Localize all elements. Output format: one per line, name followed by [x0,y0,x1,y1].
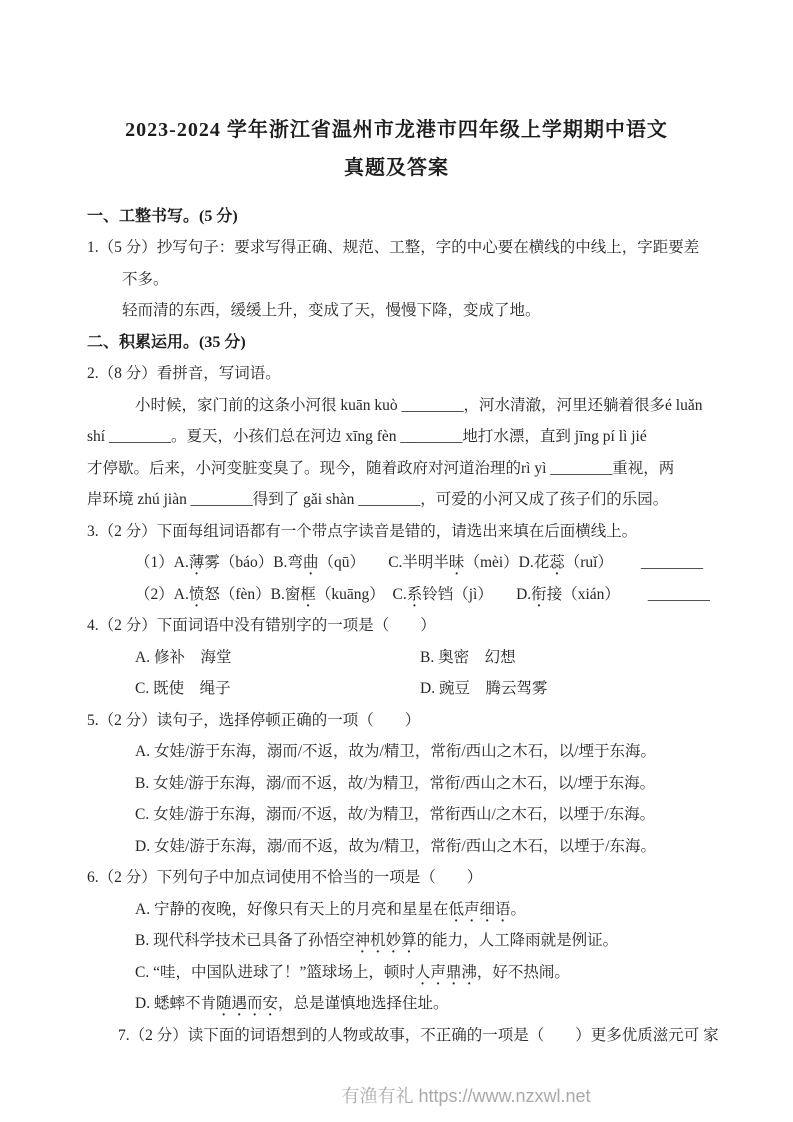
question5-option-d: D. 女娃/游于东海，溺/而不返，故为/精卫，常衔/西山之木石，以堙于/东海。 [135,837,656,855]
question4-options-row-1 [87,642,705,674]
question2-paragraph-line-2: shí ________。夏天，小孩们总在河边 xīng fèn ________地打水漂，直到 jīng pí lì jié [87,428,647,446]
question5-option-c: C. 女娃/游于东海，溺而/不返，故/为精卫，常衔西山/之木石，以堙于/东海。 [135,806,656,824]
question6-option-a: A. 宁静的夜晚，好像只有天上的月亮和星星在低声细语。 [135,900,527,918]
question2-stem: 2.（8 分）看拼音，写词语。 [87,365,281,383]
question4-option-a: A. 修补 海堂 [135,648,232,666]
question5-option-a: A. 女娃/游于东海，溺而/不返，故为/精卫，常衔/西山之木石，以/堙于东海。 [135,743,656,761]
question2-paragraph-line-1: 小时候，家门前的这条小河很 kuān kuò ________，河水清澈，河里还躺着很多é luǎn [135,396,703,414]
question1-stem: 1.（5 分）抄写句子：要求写得正确、规范、工整，字的中心要在横线的中线上，字距要差 [87,239,700,257]
question3-group-1-answer-blank: ________ [640,554,703,572]
question1-stem-continuation: 不多。 [122,270,169,288]
page-title [0,13,793,187]
question3-stem: 3.（2 分）下面每组词语都有一个带点字读音是错的，请选出来填在后面横线上。 [87,522,638,540]
question4-option-d: D. 豌豆 腾云驾雾 [420,680,548,698]
footer-watermark: 有渔有礼 https://www.nzxwl.net [341,1086,591,1107]
question6-option-d: D. 蟋蟀不肯随遇而安，总是谨慎地选择住址。 [135,995,449,1013]
question6-stem: 6.（2 分）下列句子中加点词使用不恰当的一项是（ ） [87,869,483,887]
question4-options-row-2 [87,673,705,705]
question7-stem-line [87,1020,719,1052]
question4-option-c: C. 既使 绳子 [135,680,231,698]
question1-copy-sentence: 轻而清的东西，缓缓上升，变成了天，慢慢下降，变成了地。 [122,302,541,320]
question2-paragraph-line-3: 才停歇。后来，小河变脏变臭了。现今，随着政府对河道治理的rì yì ________重视，两 [87,459,675,477]
page-title-line-1: 2023-2024 学年浙江省温州市龙港市四年级上学期期中语文 [125,119,668,142]
question7-watermark-text: 更多优质滋元可 家 [590,1026,719,1044]
question4-stem: 4.（2 分）下面词语中没有错别字的一项是（ ） [87,617,436,635]
question6-option-c: C. “哇，中国队进球了！”篮球场上，顿时人声鼎沸，好不热闹。 [135,963,570,981]
question6-option-b: B. 现代科学技术已具备了孙悟空神机妙算的能力，人工降雨就是例证。 [135,932,619,950]
question3-group-1-options: （1）A.薄雾（báo）B.弯曲（qū） C.半明半昧（mèi）D.花蕊（ruǐ） [135,554,613,572]
question2-paragraph-line-4: 岸环境 zhú jiàn ________得到了 gǎi shàn ________，可爱的小河又成了孩子们的乐园。 [87,491,669,509]
question5-stem: 5.（2 分）读句子，选择停顿正确的一项（ ） [87,711,421,729]
section2-heading: 二、积累运用。(35 分) [87,333,246,351]
question4-option-b: B. 奥密 幻想 [420,648,516,666]
page-title-line-2: 真题及答案 [344,157,449,180]
question3-group-2-options: （2）A.愤怒（fèn）B.窗框（kuāng） C.系铃铛（jì） D.衔接（xián） [135,585,620,603]
question3-group-2 [87,579,710,611]
section1-heading: 一、工整书写。(5 分) [87,207,238,225]
question3-group-2-answer-blank: ________ [647,585,710,603]
exam-content [87,201,719,1109]
question3-group-1 [87,547,705,579]
question7-stem: 7.（2 分）读下面的词语想到的人物或故事，不正确的一项是（ ） [118,1026,591,1044]
question5-option-b: B. 女娃/游于东海，溺/而不返，故/为精卫，常衔/西山之木石，以/堙于东海。 [135,774,656,792]
